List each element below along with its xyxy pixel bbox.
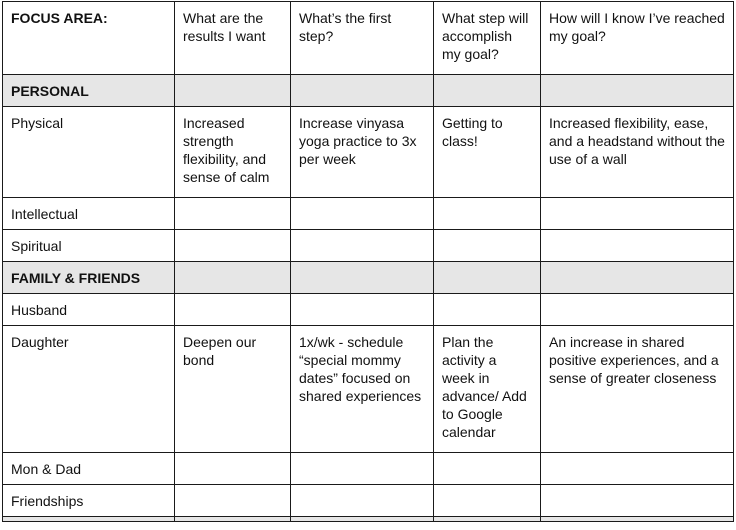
focus-area-cell: Intellectual — [3, 198, 175, 230]
first-step-cell — [291, 294, 434, 326]
section-label: PERSONAL — [3, 75, 175, 107]
table-row — [3, 485, 734, 517]
how-know-cell: Increased flexibility, ease, and a headstand without the use of a wall — [541, 107, 734, 198]
accomplish-step-cell — [434, 453, 541, 485]
first-step-cell: Increase vinyasa yoga practice to 3x per week — [291, 107, 434, 198]
first-step-cell — [291, 453, 434, 485]
accomplish-step-cell — [434, 198, 541, 230]
focus-area-cell: Friendships — [3, 485, 175, 517]
header-accomplish-step: What step will accomplish my goal? — [434, 2, 541, 75]
first-step-cell — [291, 230, 434, 262]
accomplish-step-cell — [434, 485, 541, 517]
how-know-cell — [541, 198, 734, 230]
section-label: FAMILY & FRIENDS — [3, 262, 175, 294]
section-personal — [3, 75, 734, 107]
section-family-friends — [3, 262, 734, 294]
how-know-cell — [541, 294, 734, 326]
first-step-cell — [291, 198, 434, 230]
focus-area-cell: Daughter — [3, 326, 175, 453]
focus-area-cell: Husband — [3, 294, 175, 326]
focus-area-cell: Physical — [3, 107, 175, 198]
table-row — [3, 326, 734, 453]
accomplish-step-cell — [434, 230, 541, 262]
table-row — [3, 294, 734, 326]
results-cell — [175, 294, 291, 326]
first-step-cell: 1x/wk - schedule “special mommy dates” focused on shared experiences — [291, 326, 434, 453]
results-cell — [175, 485, 291, 517]
how-know-cell — [541, 485, 734, 517]
results-cell — [175, 230, 291, 262]
results-cell — [175, 453, 291, 485]
table-row — [3, 230, 734, 262]
table-row — [3, 198, 734, 230]
how-know-cell — [541, 230, 734, 262]
accomplish-step-cell: Plan the activity a week in advance/ Add to Google calendar — [434, 326, 541, 453]
header-results: What are the results I want — [175, 2, 291, 75]
next-section-row-partial — [3, 517, 734, 522]
how-know-cell — [541, 453, 734, 485]
table-row — [3, 453, 734, 485]
accomplish-step-cell: Getting to class! — [434, 107, 541, 198]
header-first-step: What’s the first step? — [291, 2, 434, 75]
header-focus-area: FOCUS AREA: — [3, 2, 175, 75]
focus-area-cell: Spiritual — [3, 230, 175, 262]
focus-area-cell: Mon & Dad — [3, 453, 175, 485]
goal-planning-table — [2, 1, 734, 522]
accomplish-step-cell — [434, 294, 541, 326]
results-cell: Increased strength flexibility, and sense of calm — [175, 107, 291, 198]
header-row — [3, 2, 734, 75]
how-know-cell: An increase in shared positive experiences, and a sense of greater closeness — [541, 326, 734, 453]
header-how-will-i-know: How will I know I’ve reached my goal? — [541, 2, 734, 75]
results-cell: Deepen our bond — [175, 326, 291, 453]
first-step-cell — [291, 485, 434, 517]
table-row — [3, 107, 734, 198]
results-cell — [175, 198, 291, 230]
